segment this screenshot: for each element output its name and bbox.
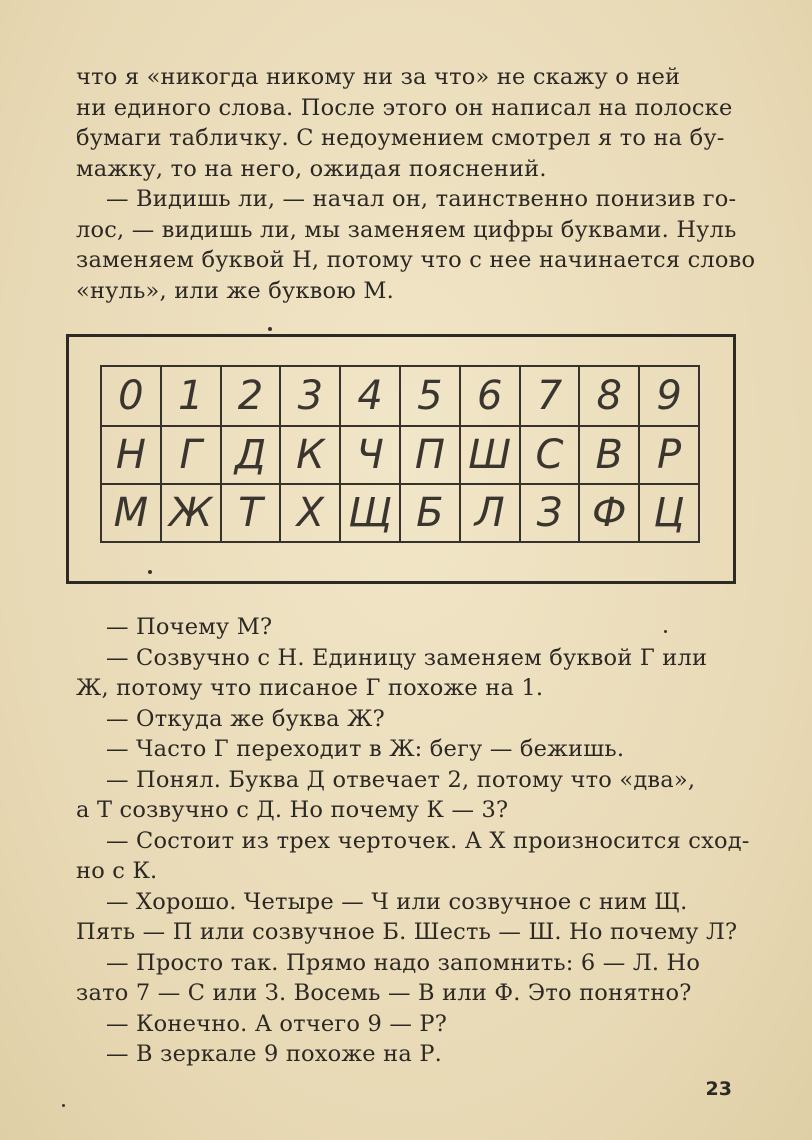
text-line: Пять — П или созвучное Б. Шесть — Ш. Но почему Л? [76,919,738,945]
text-line: заменяем буквой Н, потому что с нее начинается слово [76,247,756,273]
letters-row-1 [101,426,699,484]
text-line: что я «никогда никому ни за что» не скажу о ней [76,64,681,90]
text-line: зато 7 — С или З. Восемь — В или Ф. Это понятно? [76,980,692,1006]
cipher-table [100,365,700,543]
letter-cell: Ц [639,484,699,542]
letter-cell: Ф [579,484,639,542]
letter-cell: Ч [340,426,400,484]
letter-cell: С [520,426,580,484]
text-line: — В зеркале 9 похоже на Р. [106,1041,443,1067]
letter-cell: Ш [460,426,520,484]
dialogue-text [76,612,750,1070]
text-line: — Часто Г переходит в Ж: бегу — бежишь. [106,736,625,762]
digit-cell: 8 [579,366,639,426]
text-line: ни единого слова. После этого он написал на полоске [76,94,733,121]
digit-cell: 6 [460,366,520,426]
digit-cell: 4 [340,366,400,426]
text-line: — Видишь ли, — начал он, таинственно понизив го- [106,186,737,212]
digit-cell: 5 [400,366,460,426]
letter-cell: Г [161,426,221,484]
text-line: бумаги табличку. С недоумением смотрел я то на бу- [76,125,725,151]
text-line: — Созвучно с Н. Единицу заменяем буквой Г или [106,644,708,671]
letter-cell: Н [101,426,161,484]
text-line: — Состоит из трех черточек. А Х произносится сход- [106,827,750,854]
letter-cell: Б [400,484,460,542]
letter-cell: М [101,484,161,542]
text-line: а Т созвучно с Д. Но почему К — 3? [76,797,509,823]
text-line: «нуль», или же буквою М. [76,277,395,304]
digit-cell: 9 [639,366,699,426]
letters-row-2 [101,484,699,542]
text-line: — Просто так. Прямо надо запомнить: 6 — Л. Но [106,949,701,976]
text-line: — Конечно. А отчего 9 — Р? [106,1010,448,1037]
text-line: лос, — видишь ли, мы заменяем цифры буквами. Нуль [76,216,737,243]
letter-cell: З [520,484,580,542]
text-line: — Понял. Буква Д отвечает 2, потому что «два», [106,766,696,793]
digit-cell: 1 [161,366,221,426]
digit-cell: 2 [221,366,281,426]
letter-cell: К [280,426,340,484]
letter-cell: Л [460,484,520,542]
text-line: Ж, потому что писаное Г похоже на 1. [76,675,544,701]
text-line: но с К. [76,858,158,884]
digit-cell: 3 [280,366,340,426]
letter-cell: П [400,426,460,484]
text-line: — Хорошо. Четыре — Ч или созвучное с ним Щ. [106,888,688,915]
ink-speck [664,630,667,633]
letter-cell: Х [280,484,340,542]
digits-row [101,366,699,426]
letter-cell: Д [221,426,281,484]
digit-cell: 0 [101,366,161,426]
letter-cell: Ж [161,484,221,542]
text-line: мажку, то на него, ожидая пояснений. [76,155,547,182]
ink-speck [148,570,152,574]
letter-cell: Т [221,484,281,542]
letter-cell: Р [639,426,699,484]
letter-cell: Щ [340,484,400,542]
digit-cell: 7 [520,366,580,426]
ink-speck [62,1104,65,1107]
page-number: 23 [705,1078,732,1100]
text-line: — Почему М? [106,614,273,640]
top-paragraph [76,62,756,306]
ink-speck [268,327,272,331]
letter-cell: В [579,426,639,484]
text-line: — Откуда же буква Ж? [106,705,385,732]
